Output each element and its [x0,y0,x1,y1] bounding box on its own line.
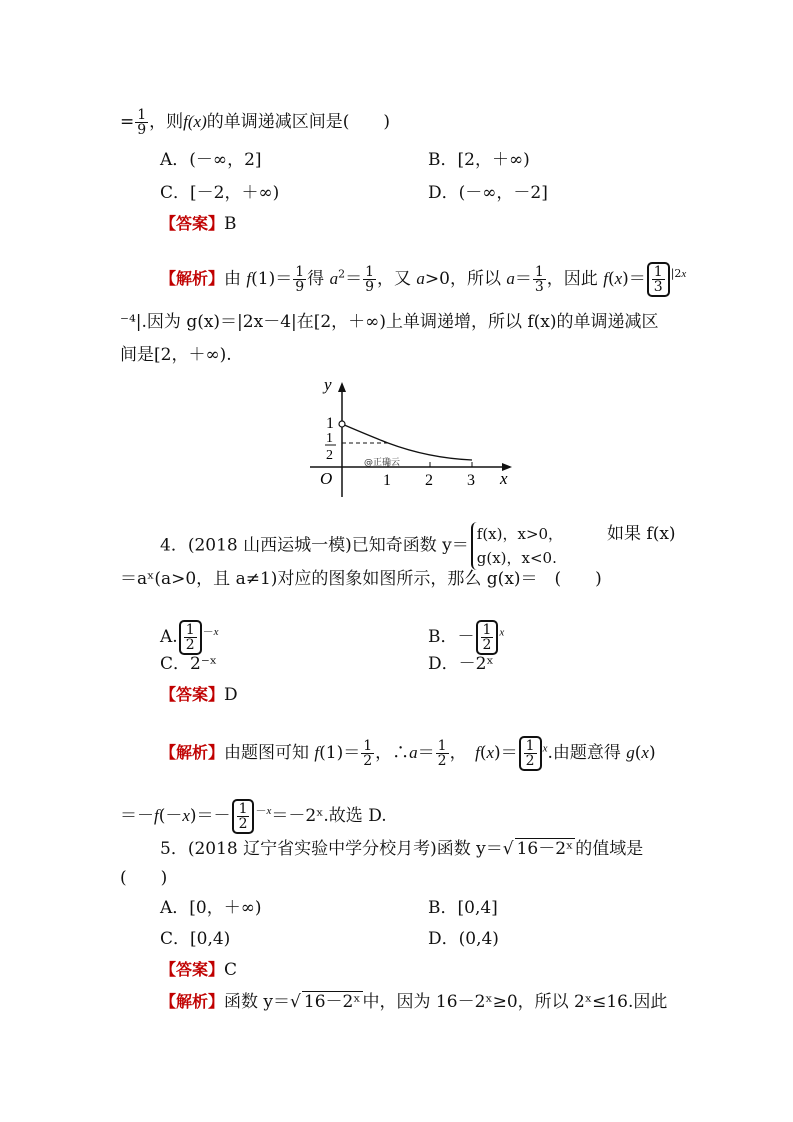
q4-option-a: A. $\frac{1}{2}$ $^{-x}$ [160,622,219,653]
q3-option-b: B．[2，＋∞) [428,150,530,170]
q5-analysis-line-1: 【解析】函数 y＝√ 16－2ˣ 中，因为 16－2ˣ≥0，所以 2ˣ≤16.因此 [160,992,668,1012]
q4-stem-prefix: 4．(2018 山西运城一模)已知奇函数 y＝ [160,535,469,556]
q3-stem-tail: ，则 [149,112,184,132]
x-axis-label: x [500,469,508,488]
q4-option-d: D．－2ˣ [428,654,494,674]
q3-prefix: = [120,112,135,132]
analysis-tag: 【解析】 [160,269,225,288]
answer-tag: 【答案】 [160,214,225,233]
q4-analysis-line-1: 【解析】由题图可知 f(1)＝ $\frac{1}{2}$ ，∴a＝ $\frac{1}{2}$ ， f(x)＝ $\frac{1}{2}$ $^x$.由题意得 g(x) [160,738,656,769]
q5-analysis-end: 中，因为 16－2ˣ≥0，所以 2ˣ≤16.因此 [362,992,668,1012]
open-endpoint [339,421,345,427]
q4-option-c: C．2⁻ˣ [160,654,218,674]
q3-option-a: A．(－∞，2] [160,150,262,170]
q4-option-b: B．－ $\frac{1}{2}$ $^x$ [428,622,505,653]
q4-stem-tail: 如果 f(x) [607,524,676,544]
case-2: g(x)，x<0. [476,549,557,567]
q5-stem-line-2: ( ) [120,868,168,888]
analysis-tag: 【解析】 [160,992,225,1011]
y-tick-half-num: 1 [326,431,333,446]
x-tick-label-1: 1 [383,472,391,489]
q4-stem-line-2: ＝aˣ(a>0，且 a≠1)对应的图象如图所示，那么 g(x)＝ ( ) [120,569,602,589]
q3-analysis-line-2: ⁻⁴|.因为 g(x)＝|2x－4|在[2，＋∞)上单调递增，所以 f(x)的单调递减区 [120,312,659,332]
case-1: f(x)，x>0， [476,525,564,543]
x-tick-label-3: 3 [467,472,475,489]
decay-curve [342,424,472,460]
q5-stem-line: 5．(2018 辽宁省实验中学分校月考)函数 y＝√ 16－2ˣ 的值域是 [160,839,644,859]
answer-tag: 【答案】 [160,960,225,979]
q5-option-a: A．[0，＋∞) [160,898,262,918]
y-axis-label: y [324,376,332,394]
q5-option-d: D．(0,4) [428,929,499,949]
answer-value: C [224,960,238,980]
q5-analysis-radicand: 16－2ˣ [303,992,361,1012]
answer-value: B [224,214,237,234]
q3-analysis-line-1: 【解析】由 f(1)＝ $\frac{1}{9}$ 得 $a^2=$ $\frac{1}{9}$ ，又 a>0，所以 a＝ $\frac{1}{3}$ ，因此 f(x)＝ $\frac{1}{3}$ $^{|2x}$ [160,264,687,295]
q4-option-b-label: B．－ [428,627,475,647]
q5-analysis-pre: 函数 y＝ [224,992,291,1012]
q5-answer [160,960,237,980]
q4-analysis-end: ＝－2ˣ.故选 D. [271,806,387,826]
answer-tag: 【答案】 [160,685,225,704]
piecewise-brace [471,522,563,570]
q5-radicand: 16－2ˣ [516,839,574,859]
exponential-graph [300,376,520,500]
q3-option-c: C．[－2，＋∞) [160,183,280,203]
analysis-tag: 【解析】 [160,743,225,762]
q3-analysis-line-3: 间是[2，＋∞). [120,345,232,365]
y-tick-half-den: 2 [326,448,333,463]
origin-label: O [320,469,333,488]
x-tick-label-2: 2 [425,472,433,489]
q4-stem-line [160,522,563,570]
q4-analysis-line-2: ＝－f(－x)＝－ $\frac{1}{2}$ $^{-x}$＝－2ˣ.故选 D. [120,801,387,832]
q5-option-b: B．[0,4] [428,898,498,918]
q3-stem-fx: f(x) [183,112,207,131]
q5-stem-end: 的值域是 [575,839,644,859]
q3-stem-end: 的单调递减区间是( ) [206,112,391,132]
q5-stem: 5．(2018 辽宁省实验中学分校月考)函数 y＝ [160,839,503,859]
fraction-one-ninth: $\frac{1}{9}$ [137,107,147,138]
q3-stem-line [120,108,390,137]
q4-answer [160,685,238,705]
y-tick-1: 1 [326,415,334,432]
y-axis-arrow [338,382,346,392]
watermark: @正确云 [364,458,401,468]
q5-option-c: C．[0,4) [160,929,231,949]
answer-value: D [224,685,238,705]
q3-option-d: D．(－∞，－2] [428,183,548,203]
q3-answer [160,214,237,234]
